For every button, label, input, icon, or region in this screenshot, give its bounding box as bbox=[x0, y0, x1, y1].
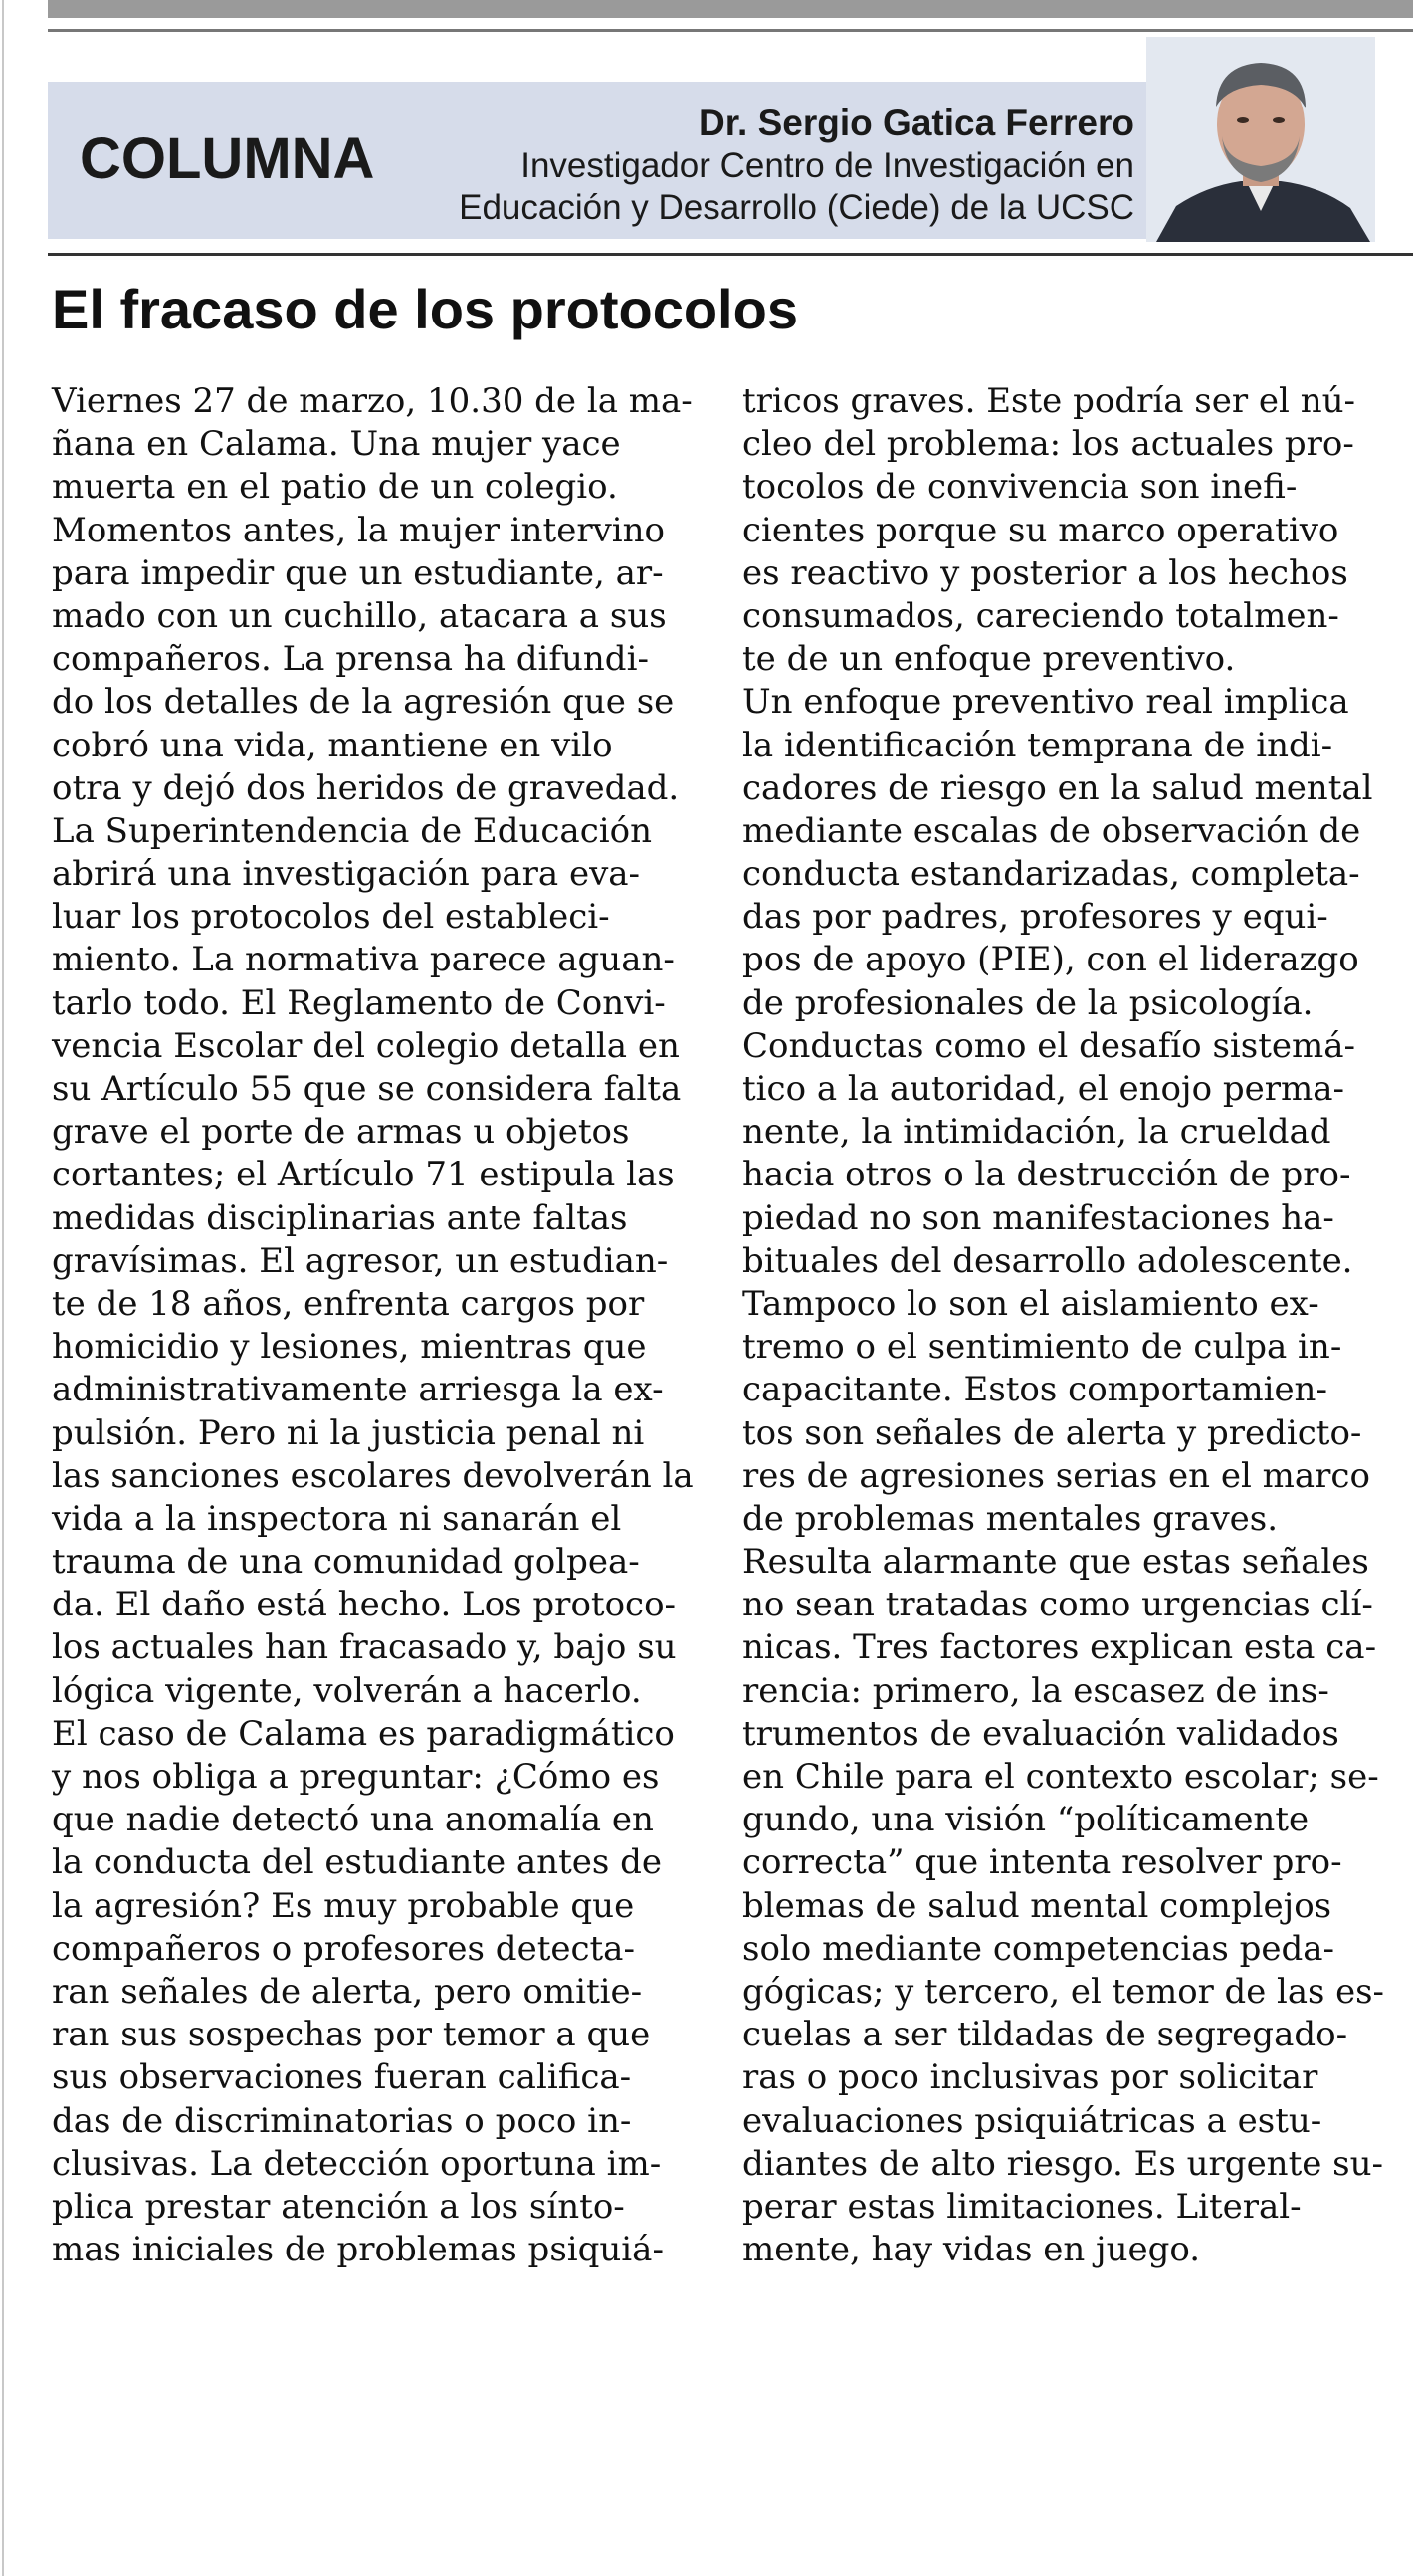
text-line: ran sus sospechas por temor a que bbox=[52, 2015, 651, 2055]
text-line: rencia: primero, la escasez de ins- bbox=[742, 1670, 1329, 1711]
text-line: Momentos antes, la mujer intervino bbox=[52, 510, 666, 550]
text-line: gravísimas. El agresor, un estudian- bbox=[52, 1240, 669, 1281]
text-line: es reactivo y posterior a los hechos bbox=[742, 552, 1348, 593]
top-divider bbox=[48, 29, 1413, 32]
text-line: y nos obliga a preguntar: ¿Cómo es bbox=[52, 1757, 660, 1797]
text-line: clusivas. La detección oportuna im- bbox=[52, 2143, 662, 2184]
text-line: tos son señales de alerta y predicto- bbox=[742, 1412, 1362, 1453]
author-photo bbox=[1146, 37, 1375, 242]
text-line: piedad no son manifestaciones ha- bbox=[742, 1197, 1334, 1238]
text-line: tocolos de convivencia son inefi- bbox=[742, 467, 1298, 508]
text-line: cleo del problema: los actuales pro- bbox=[742, 424, 1354, 465]
text-line: compañeros. La prensa ha difundi- bbox=[52, 639, 649, 680]
top-bar bbox=[48, 0, 1413, 18]
text-line: consumados, careciendo totalmen- bbox=[742, 595, 1339, 636]
text-line: cientes porque su marco operativo bbox=[742, 510, 1339, 550]
text-line: trumentos de evaluación validados bbox=[742, 1713, 1339, 1754]
text-line: pos de apoyo (PIE), con el liderazgo bbox=[742, 940, 1359, 980]
text-line: de problemas mentales graves. bbox=[742, 1498, 1279, 1539]
text-line: homicidio y lesiones, mientras que bbox=[52, 1327, 647, 1368]
text-line: no sean tratadas como urgencias clí- bbox=[742, 1585, 1373, 1625]
author-name: Dr. Sergio Gatica Ferrero bbox=[698, 103, 1134, 143]
text-line: evaluaciones psiquiátricas a estu- bbox=[742, 2100, 1322, 2141]
text-line: ñana en Calama. Una mujer yace bbox=[52, 424, 621, 465]
text-line: vencia Escolar del colegio detalla en bbox=[52, 1025, 680, 1066]
text-line: cuelas a ser tildadas de segregado- bbox=[742, 2015, 1348, 2055]
text-line: abrirá una investigación para eva- bbox=[52, 854, 641, 895]
text-line: ras o poco inclusivas por solicitar bbox=[742, 2057, 1318, 2098]
text-line: medidas disciplinarias ante faltas bbox=[52, 1197, 628, 1238]
text-line: cadores de riesgo en la salud mental bbox=[742, 767, 1373, 808]
text-line: da. El daño está hecho. Los protoco- bbox=[52, 1585, 677, 1625]
header-divider bbox=[48, 253, 1413, 256]
text-line: diantes de alto riesgo. Es urgente su- bbox=[742, 2143, 1384, 2184]
text-line: otra y dejó dos heridos de gravedad. bbox=[52, 767, 680, 808]
text-line: la conducta del estudiante antes de bbox=[52, 1842, 662, 1883]
text-line: pulsión. Pero ni la justicia penal ni bbox=[52, 1412, 645, 1453]
text-line: la identificación temprana de indi- bbox=[742, 725, 1333, 765]
text-line: do los detalles de la agresión que se bbox=[52, 682, 675, 723]
text-line: que nadie detectó una anomalía en bbox=[52, 1800, 654, 1840]
text-line: tarlo todo. El Reglamento de Convi- bbox=[52, 982, 666, 1023]
text-line: administrativamente arriesga la ex- bbox=[52, 1370, 664, 1410]
text-line: te de un enfoque preventivo. bbox=[742, 639, 1236, 680]
text-line: Tampoco lo son el aislamiento ex- bbox=[742, 1283, 1319, 1324]
text-line: La Superintendencia de Educación bbox=[52, 810, 652, 851]
text-line: res de agresiones serias en el marco bbox=[742, 1455, 1370, 1496]
text-line: perar estas limitaciones. Literal- bbox=[742, 2186, 1302, 2227]
text-line: das por padres, profesores y equi- bbox=[742, 897, 1328, 938]
author-block bbox=[459, 102, 1134, 229]
text-line: compañeros o profesores detecta- bbox=[52, 1928, 635, 1969]
text-line: solo mediante competencias peda- bbox=[742, 1928, 1334, 1969]
text-line: mente, hay vidas en juego. bbox=[742, 2230, 1201, 2270]
text-line: sus observaciones fueran califica- bbox=[52, 2057, 632, 2098]
text-line: vida a la inspectora ni sanarán el bbox=[52, 1498, 622, 1539]
text-line: cobró una vida, mantiene en vilo bbox=[52, 725, 613, 765]
text-line: mado con un cuchillo, atacara a sus bbox=[52, 595, 667, 636]
text-line: nicas. Tres factores explican esta ca- bbox=[742, 1627, 1377, 1668]
text-line: para impedir que un estudiante, ar- bbox=[52, 552, 664, 593]
text-line: tico a la autoridad, el enojo perma- bbox=[742, 1069, 1344, 1109]
author-role-line2: Educación y Desarrollo (Ciede) de la UCSC bbox=[459, 188, 1134, 227]
article-column-1 bbox=[52, 380, 699, 2271]
text-line: la agresión? Es muy probable que bbox=[52, 1885, 635, 1926]
text-line: los actuales han fracasado y, bajo su bbox=[52, 1627, 677, 1668]
text-line: blemas de salud mental complejos bbox=[742, 1885, 1332, 1926]
article-column-2 bbox=[742, 380, 1389, 2271]
author-role-line1: Investigador Centro de Investigación en bbox=[520, 146, 1134, 185]
text-line: su Artículo 55 que se considera falta bbox=[52, 1069, 682, 1109]
text-line: te de 18 años, enfrenta cargos por bbox=[52, 1283, 645, 1324]
left-margin-rule bbox=[2, 0, 4, 2576]
text-line: Resulta alarmante que estas señales bbox=[742, 1542, 1369, 1583]
text-line: Conductas como el desafío sistemá- bbox=[742, 1025, 1356, 1066]
text-line: mas iniciales de problemas psiquiá- bbox=[52, 2230, 664, 2270]
text-line: en Chile para el contexto escolar; se- bbox=[742, 1757, 1379, 1797]
text-line: las sanciones escolares devolverán la bbox=[52, 1455, 694, 1496]
text-line: miento. La normativa parece aguan- bbox=[52, 940, 675, 980]
text-line: tricos graves. Este podría ser el nú- bbox=[742, 381, 1356, 421]
text-line: conducta estandarizadas, completa- bbox=[742, 854, 1360, 895]
text-line: gógicas; y tercero, el temor de las es- bbox=[742, 1971, 1384, 2012]
text-line: cortantes; el Artículo 71 estipula las bbox=[52, 1155, 675, 1195]
text-line: gundo, una visión “políticamente bbox=[742, 1800, 1310, 1840]
article-title: El fracaso de los protocolos bbox=[52, 278, 798, 340]
text-line: capacitante. Estos comportamien- bbox=[742, 1370, 1327, 1410]
text-line: das de discriminatorias o poco in- bbox=[52, 2100, 632, 2141]
text-line: luar los protocolos del estableci- bbox=[52, 897, 610, 938]
text-line: correcta” que intenta resolver pro- bbox=[742, 1842, 1342, 1883]
text-line: de profesionales de la psicología. bbox=[742, 982, 1314, 1023]
text-line: mediante escalas de observación de bbox=[742, 810, 1361, 851]
text-line: El caso de Calama es paradigmático bbox=[52, 1713, 675, 1754]
text-line: plica prestar atención a los sínto- bbox=[52, 2186, 625, 2227]
text-line: ran señales de alerta, pero omitie- bbox=[52, 1971, 643, 2012]
text-line: grave el porte de armas u objetos bbox=[52, 1112, 630, 1153]
text-line: lógica vigente, volverán a hacerlo. bbox=[52, 1670, 642, 1711]
text-line: Un enfoque preventivo real implica bbox=[742, 682, 1349, 723]
text-line: hacia otros o la destrucción de pro- bbox=[742, 1155, 1351, 1195]
text-line: tremo o el sentimiento de culpa in- bbox=[742, 1327, 1342, 1368]
text-line: nente, la intimidación, la crueldad bbox=[742, 1112, 1331, 1153]
text-line: muerta en el patio de un colegio. bbox=[52, 467, 618, 508]
text-line: trauma de una comunidad golpea- bbox=[52, 1542, 640, 1583]
section-label: COLUMNA bbox=[80, 126, 375, 191]
text-line: Viernes 27 de marzo, 10.30 de la ma- bbox=[52, 381, 693, 421]
text-line: bituales del desarrollo adolescente. bbox=[742, 1240, 1353, 1281]
